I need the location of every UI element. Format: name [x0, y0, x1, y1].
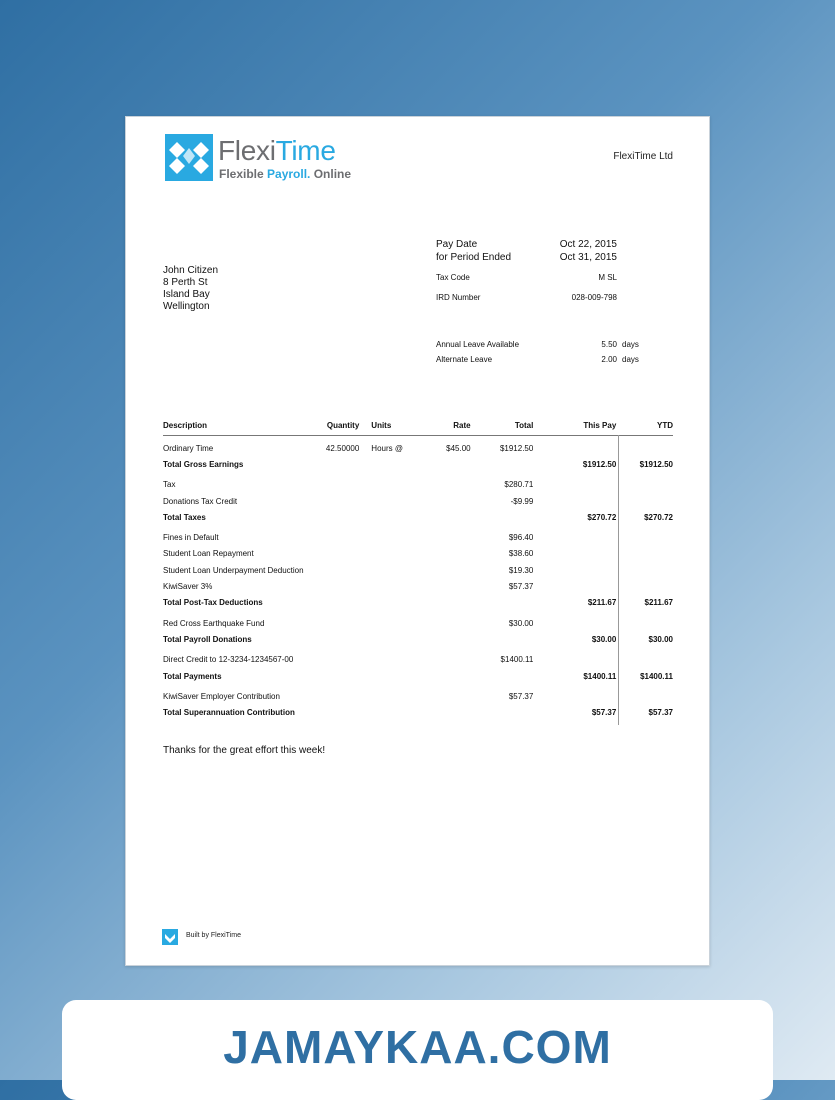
payslip-note: Thanks for the great effort this week!: [163, 745, 326, 756]
header-this-pay: This Pay: [583, 420, 617, 430]
payslip-document: [125, 116, 710, 966]
table-row: Ordinary Time 42.50000 Hours @ $45.00 $1912.50: [163, 443, 534, 453]
table-row-subtotal: Total Payroll Donations $30.00 $30.00: [163, 634, 673, 644]
company-name: FlexiTime Ltd: [613, 151, 673, 162]
annual-leave-label: Annual Leave Available: [436, 340, 520, 349]
logo-tagline: Flexible Payroll. Online: [219, 167, 352, 181]
header-quantity: Quantity: [326, 420, 360, 430]
flexitime-footer-icon: [162, 929, 178, 945]
employee-address: [163, 265, 218, 313]
header-rate: Rate: [453, 420, 471, 430]
employee-street: 8 Perth St: [163, 277, 208, 288]
alternate-leave-label: Alternate Leave: [436, 355, 493, 364]
annual-leave-unit: days: [622, 340, 639, 349]
alternate-leave-unit: days: [622, 355, 639, 364]
period-ended-label: for Period Ended: [436, 252, 512, 263]
pay-date-label: Pay Date: [436, 239, 478, 250]
tax-code-label: Tax Code: [436, 273, 470, 282]
table-row: Student Loan Underpayment Deduction $19.30: [163, 565, 534, 575]
table-row: Direct Credit to 12-3234-1234567-00 $1400.11: [163, 655, 534, 665]
employee-city: Wellington: [163, 301, 210, 312]
table-row-subtotal: Total Payments $1400.11 $1400.11: [163, 671, 673, 681]
pay-date-value: Oct 22, 2015: [559, 239, 617, 250]
ird-number-value: 028-009-798: [571, 293, 617, 302]
table-row: Fines in Default $96.40: [163, 533, 534, 543]
table-row: Tax $280.71: [163, 480, 534, 490]
employee-suburb: Island Bay: [163, 289, 210, 300]
table-header-row: [163, 415, 673, 436]
ird-number-label: IRD Number: [436, 293, 481, 302]
flexitime-logo: [165, 134, 365, 184]
table-row-subtotal: Total Post-Tax Deductions $211.67 $211.67: [163, 598, 673, 608]
table-row: Student Loan Repayment $38.60: [163, 549, 534, 559]
watermark-banner: [62, 1000, 773, 1100]
footer-text: Built by FlexiTime: [186, 932, 241, 939]
table-row: Red Cross Earthquake Fund $30.00: [163, 618, 534, 628]
header-total: Total: [514, 420, 534, 430]
annual-leave-value: 5.50: [601, 340, 617, 349]
header-description: Description: [163, 420, 208, 430]
header-units: Units: [371, 420, 392, 430]
logo-wordmark: FlexiTime: [218, 135, 336, 166]
table-row-subtotal: Total Superannuation Contribution $57.37 $57.37: [163, 708, 673, 718]
employee-name: John Citizen: [163, 265, 219, 276]
table-row: KiwiSaver 3% $57.37: [163, 582, 534, 592]
header-ytd: YTD: [657, 420, 673, 430]
table-row: Donations Tax Credit -$9.99: [163, 496, 534, 506]
flexitime-logo-icon: [165, 134, 213, 181]
table-row: KiwiSaver Employer Contribution $57.37: [163, 691, 534, 701]
table-row-subtotal: Total Gross Earnings $1912.50 $1912.50: [163, 459, 673, 469]
period-ended-value: Oct 31, 2015: [559, 252, 617, 263]
tax-code-value: M SL: [598, 273, 617, 282]
pay-items-table: [163, 415, 673, 721]
ytd-column-divider: [618, 435, 619, 725]
banner-text: JAMAYKAA.COM: [223, 1021, 612, 1073]
table-row-subtotal: Total Taxes $270.72 $270.72: [163, 512, 673, 522]
alternate-leave-value: 2.00: [601, 355, 617, 364]
